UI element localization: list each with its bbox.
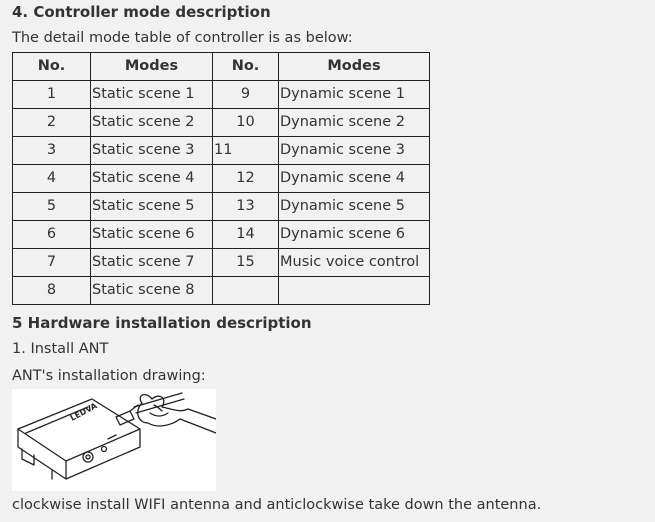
mode-number: 12 (213, 165, 279, 193)
mode-name: Static scene 1 (91, 81, 213, 109)
mode-number: 10 (213, 109, 279, 137)
header-modes-2: Modes (279, 53, 430, 81)
mode-number: 5 (13, 193, 91, 221)
mode-name: Dynamic scene 5 (279, 193, 430, 221)
mode-number (213, 277, 279, 305)
antenna-installation-drawing (12, 389, 216, 491)
mode-number: 8 (13, 277, 91, 305)
controller-mode-table (12, 52, 430, 305)
install-step-1: 1. Install ANT (12, 341, 109, 357)
table-row (13, 221, 430, 249)
header-no-2: No. (213, 53, 279, 81)
mode-number: 6 (13, 221, 91, 249)
antenna-instruction-text: clockwise install WIFI antenna and anticlockwise take down the antenna. (12, 497, 542, 513)
table-row (13, 193, 430, 221)
mode-number: 13 (213, 193, 279, 221)
mode-name: Static scene 7 (91, 249, 213, 277)
mode-name: Dynamic scene 3 (279, 137, 430, 165)
header-no-1: No. (13, 53, 91, 81)
table-intro-text: The detail mode table of controller is as below: (12, 30, 353, 46)
drawing-caption: ANT's installation drawing: (12, 368, 206, 384)
mode-number: 7 (13, 249, 91, 277)
table-row (13, 81, 430, 109)
table-header-row (13, 53, 430, 81)
device-brand-label: LEDVA (68, 401, 99, 423)
mode-name (279, 277, 430, 305)
mode-name: Music voice control (279, 249, 430, 277)
mode-name: Dynamic scene 4 (279, 165, 430, 193)
mode-name: Static scene 4 (91, 165, 213, 193)
mode-number: 1 (13, 81, 91, 109)
mode-name: Dynamic scene 1 (279, 81, 430, 109)
section-4-title: 4. Controller mode description (12, 3, 271, 21)
mode-name: Static scene 2 (91, 109, 213, 137)
mode-number: 15 (213, 249, 279, 277)
mode-number: 3 (13, 137, 91, 165)
mode-name: Static scene 3 (91, 137, 213, 165)
table-row (13, 249, 430, 277)
mode-number: 14 (213, 221, 279, 249)
section-5-title: 5 Hardware installation description (12, 314, 312, 332)
mode-name: Static scene 6 (91, 221, 213, 249)
mode-name: Dynamic scene 6 (279, 221, 430, 249)
mode-number: 2 (13, 109, 91, 137)
table-row (13, 277, 430, 305)
hand-illustration (138, 395, 216, 433)
mode-name: Dynamic scene 2 (279, 109, 430, 137)
header-modes-1: Modes (91, 53, 213, 81)
table-row (13, 137, 430, 165)
mode-number: 4 (13, 165, 91, 193)
mode-name: Static scene 5 (91, 193, 213, 221)
mode-number: 11 (213, 137, 279, 165)
table-row (13, 165, 430, 193)
table-row (13, 109, 430, 137)
mode-number: 9 (213, 81, 279, 109)
mode-name: Static scene 8 (91, 277, 213, 305)
